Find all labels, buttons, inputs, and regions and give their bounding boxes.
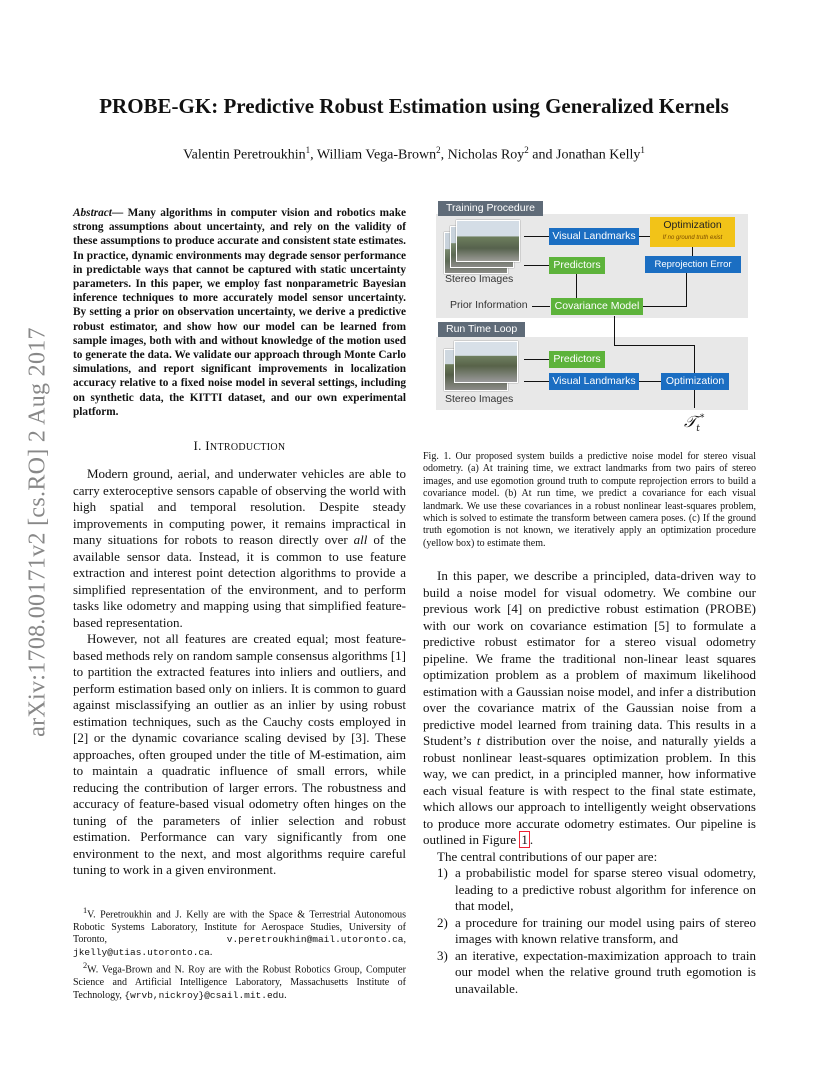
footnote-text: V. Peretroukhin and J. Kelly are with the Space & Terrestrial Autonomous Robotic Systems Laboratory, Institute for Aerospace Studies, University of Toronto,: [73, 909, 406, 946]
paragraph-text: .: [529, 832, 534, 847]
list-item-text: a probabilistic model for sparse stereo visual odometry, leading to a predictive robust algorithm for inference on that model,: [455, 865, 756, 913]
reprojection-error-box: Reprojection Error: [645, 256, 741, 273]
list-item-text: an iterative, expectation-maximization approach to train our model when the relative ground truth egomotion is unavailable.: [455, 947, 756, 996]
arrow: [524, 381, 549, 382]
author-affiliation: 1: [640, 145, 645, 155]
arrow: [614, 316, 615, 346]
list-item: [423, 948, 756, 998]
arxiv-identifier: [14, 282, 62, 782]
email-link[interactable]: v.peretroukhin@mail.utoronto.ca: [226, 934, 404, 946]
paragraph-text: distribution over the noise, and naturally yields a robust nonlinear least-squares optimization problem. In this way, we can predict, in a principled manner, how informative each visual feature is with respect to the final state estimate, which allows our approach to intelligently weight observations to produce more accurate odometry estimates. Our pipeline is outlined in Figure: [423, 733, 756, 847]
visual-landmarks-box: Visual Landmarks: [549, 228, 639, 245]
figure-system-diagram: [436, 200, 748, 440]
arrow: [614, 345, 694, 346]
list-number: 3): [437, 947, 448, 963]
introduction-body: [73, 466, 406, 879]
arrow: [643, 306, 687, 307]
run-time-loop-tab: Run Time Loop: [438, 322, 525, 337]
section-title-rest: NTRODUCTION: [209, 442, 286, 454]
arrow: [532, 306, 550, 307]
paragraph-text: Modern ground, aerial, and underwater vehicles are able to carry exteroceptive sensors capable of observing the world with high spatial and temporal resolution. Despite steady improvements in computing power, it remains impractical in many situations for robots to reason directly over: [73, 466, 406, 548]
list-item: [423, 865, 756, 915]
paragraph-text: of the available sensor data. Instead, it is common to use feature extraction and interest point detection algorithms to provide a simplified representation of the environment, and to perform tasks like odometry and mapping using that simplified feature-based representation.: [73, 532, 406, 630]
left-column: [73, 206, 406, 879]
arrow: [694, 345, 695, 373]
list-number: 2): [437, 914, 448, 930]
arrow: [576, 274, 577, 298]
arrow: [686, 273, 687, 307]
visual-landmarks-box: Visual Landmarks: [549, 373, 639, 390]
author-list: [60, 145, 768, 164]
optimization-label: Optimization: [663, 219, 722, 231]
predictors-box: Predictors: [549, 257, 605, 274]
author-affiliation: 2: [524, 145, 529, 155]
abstract: [73, 206, 406, 419]
section-numeral: I.: [193, 438, 206, 454]
section-heading: [73, 438, 406, 454]
footnote-end: .: [284, 989, 287, 1001]
email-link[interactable]: jkelly@utias.utoronto.ca: [73, 946, 210, 958]
contributions-list: [423, 865, 756, 997]
footnote: [73, 960, 406, 1002]
footnote-mark: 1: [83, 906, 88, 915]
transform-superscript: *: [699, 413, 705, 424]
abstract-text: Many algorithms in computer vision and robotics make strong assumptions about uncertainty, and rely on the validity of these assumptions to produce accurate and consistent state estimates. In practice, dynamic environments may degrade sensor performance in predictable ways that cannot be captured with static uncertainty parameters. In this paper, we employ fast nonparametric Bayesian inference techniques to more accurately model sensor uncertainty. By setting a prior on observation uncertainty, we derive a predictive robust estimator, and show how our model can be learned from sample images, both with and without knowledge of the motion used to generate the data. We validate our approach through Monte Carlo simulations, and report significant improvements in localization accuracy relative to a fixed noise model in several settings, including on synthetic data, the KITTI dataset, and our own experimental platform.: [73, 207, 406, 418]
paragraph: [423, 568, 756, 849]
paragraph: The central contributions of our paper are:: [437, 848, 658, 864]
stereo-images-thumbnail: [444, 341, 524, 389]
footnote-text: W. Vega-Brown and N. Roy are with the Robust Robotics Group, Computer Science and Artificial Intelligence Laboratory, Massachusetts Institute of Technology,: [73, 964, 406, 1001]
figure-reference-link[interactable]: 1: [521, 832, 528, 847]
footnote-mark: 2: [83, 961, 88, 971]
footnote: [73, 905, 406, 959]
prior-information-label: Prior Information: [450, 299, 528, 311]
list-number: 1): [437, 865, 448, 880]
predictors-box: Predictors: [549, 351, 605, 368]
footnote-end: .: [209, 946, 213, 958]
author-name: Jonathan Kelly: [556, 147, 641, 163]
figure-caption: [423, 451, 756, 550]
stereo-images-thumbnail: [444, 220, 524, 276]
training-procedure-tab: Training Procedure: [438, 201, 543, 216]
transform-symbol: 𝒯: [684, 412, 697, 431]
author-separator: and: [528, 147, 556, 163]
optimization-box: Optimization: [661, 373, 729, 390]
paragraph: However, not all features are created equal; most feature-based methods rely on random sample consensus algorithms [1] to partition the extracted features into inliers and outliers, and perform estimation based only on inliers. It is common to guard against misclassifying an outlier as an inlier by using robust estimation techniques, such as the Cauchy costs employed in [2] or the dynamic covariance scaling devised by [3]. These approaches, often grouped under the title of M-estimation, aim to maintain a quadratic influence of small errors, while reducing the contribution of larger errors. The robustness and accuracy of feature-based visual odometry often hinges on the tuning of the parameters of inlier selection and robust estimation. Performance can vary significantly from one environment to the next, and most algorithms require careful tuning to work in a given environment.: [73, 631, 406, 878]
email-link[interactable]: {wrvb,nickroy}@csail.mit.edu: [124, 989, 285, 1001]
stereo-images-label: Stereo Images: [445, 273, 514, 285]
arrow: [524, 236, 549, 237]
stereo-images-label: Stereo Images: [445, 393, 514, 405]
arrow: [692, 247, 693, 256]
emphasis: all: [353, 532, 368, 548]
author-affiliation: 1: [305, 145, 311, 155]
arrow: [524, 359, 549, 360]
footnotes: [73, 905, 406, 1003]
author-separator: ,: [310, 147, 317, 163]
emphasis: t: [476, 733, 481, 748]
arrow: [694, 390, 695, 408]
list-item-text: a procedure for training our model using pairs of stereo images with known relative transform, and: [455, 914, 756, 946]
arrow: [639, 236, 650, 237]
optimization-yellow-box: [650, 217, 735, 247]
section-title-initial: I: [205, 438, 210, 454]
author-name: Nicholas Roy: [447, 147, 525, 163]
paper-title: PROBE-GK: Predictive Robust Estimation using Generalized Kernels: [99, 94, 729, 118]
output-transform-symbol: [684, 412, 704, 434]
author-name: Valentin Peretroukhin: [183, 147, 306, 163]
optimization-note: If no ground truth exist: [662, 235, 723, 241]
paragraph-text: In this paper, we describe a principled, data-driven way to build a noise model for visual odometry. We combine our previous work [4] on predictive robust estimation (PROBE) with our work on covariance estimation [5] to formulate a predictive robust estimator for a stereo visual odometry pipeline. We frame the traditional non-linear least squares optimization problem as a problem of maximum likelihood estimation with a Gaussian noise model, and infer a distribution over the covariance matrix of the Gaussian noise from a predictive model learned from training data. This results in a Student’s: [423, 568, 756, 748]
covariance-model-box: Covariance Model: [551, 298, 643, 315]
arrow: [639, 381, 661, 382]
author-affiliation: 2: [436, 145, 441, 155]
paragraph: [73, 466, 406, 631]
author-separator: ,: [440, 147, 448, 163]
caption-text: Fig. 1. Our proposed system builds a predictive noise model for stereo visual odometry. (a) At training time, we extract landmarks from two pairs of stereo images, and use egomotion ground truth to compute reprojection errors to build a covariance model. (b) At run time, we predict a covariance for each visual landmark. We use these covariances in a robust nonlinear least-squares problem, which is solved to estimate the transform between camera poses. (c) If the ground truth egomotion is not known, we iteratively apply an optimization procedure (yellow box) to estimate them.: [423, 451, 756, 549]
author-name: William Vega-Brown: [316, 147, 437, 163]
list-item: [423, 915, 756, 948]
abstract-dash: —: [111, 207, 128, 219]
footnote-separator: ,: [403, 934, 406, 946]
arrow: [524, 265, 549, 266]
arxiv-identifier-text: arXiv:1708.00171v2 [cs.RO] 2 Aug 2017: [24, 327, 51, 737]
right-column: [423, 568, 756, 997]
abstract-label: Abstract: [73, 207, 112, 219]
transform-subscript: t: [696, 424, 700, 435]
